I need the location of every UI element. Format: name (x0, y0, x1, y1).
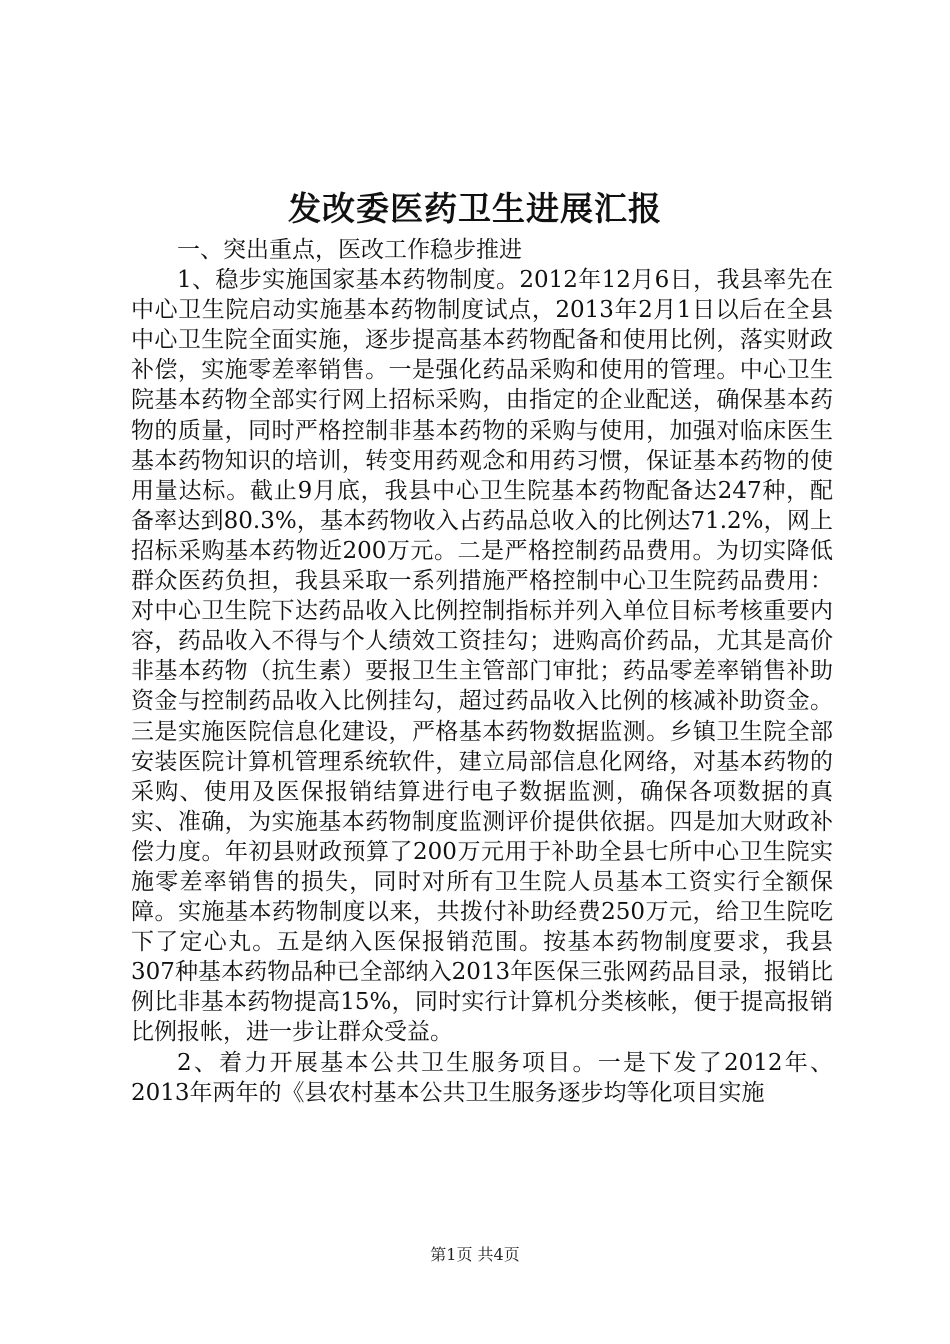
document-title: 发改委医药卫生进展汇报 (288, 189, 662, 228)
paragraph: 1、稳步实施国家基本药物制度。2012年12月6日，我县率先在中心卫生院启动实施基本药物制度试点，2013年2月1日以后在全县中心卫生院全面实施，逐步提高基本药物配备和使用比例，落实财政补偿，实施零差率销售。一是强化药品采购和使用的管理。中心卫生院基本药物全部实行网上招标采购，由指定的企业配送，确保基本药物的质量，同时严格控制非基本药物的采购与使用，加强对临床医生基本药物知识的培训，转变用药观念和用药习惯，保证基本药物的使用量达标。截止9月底，我县中心卫生院基本药物配备达247种，配备率达到80.3%，基本药物收入占药品总收入的比例达71.2%，网上招标采购基本药物近200万元。二是严格控制药品费用。为切实降低群众医药负担，我县采取一系列措施严格控制中心卫生院药品费用：对中心卫生院下达药品收入比例控制指标并列入单位目标考核重要内容，药品收入不得与个人绩效工资挂勾；进购高价药品，尤其是高价非基本药物（抗生素）要报卫生主管部门审批；药品零差率销售补助资金与控制药品收入比例挂勾，超过药品收入比例的核减补助资金。三是实施医院信息化建设，严格基本药物数据监测。乡镇卫生院全部安装医院计算机管理系统软件，建立局部信息化网络，对基本药物的采购、使用及医保报销结算进行电子数据监测，确保各项数据的真实、准确，为实施基本药物制度监测评价提供依据。四是加大财政补偿力度。年初县财政预算了200万元用于补助全县七所中心卫生院实施零差率销售的损失，同时对所有卫生院人员基本工资实行全额保障。实施基本药物制度以来，共拨付补助经费250万元，给卫生院吃下了定心丸。五是纳入医保报销范围。按基本药物制度要求，我县307种基本药物品种已全部纳入2013年医保三张网药品目录，报销比例比非基本药物提高15%，同时实行计算机分类核帐，便于提高报销比例报帐，进一步让群众受益。 (131, 267, 833, 1046)
page-number-footer: 第1页 共4页 (430, 1245, 520, 1264)
document-body (131, 235, 833, 1108)
paragraph: 2、着力开展基本公共卫生服务项目。一是下发了2012年、2013年两年的《县农村基本公共卫生服务逐步均等化项目实施 (131, 1049, 833, 1106)
section-heading: 一、突出重点，医改工作稳步推进 (177, 237, 522, 263)
